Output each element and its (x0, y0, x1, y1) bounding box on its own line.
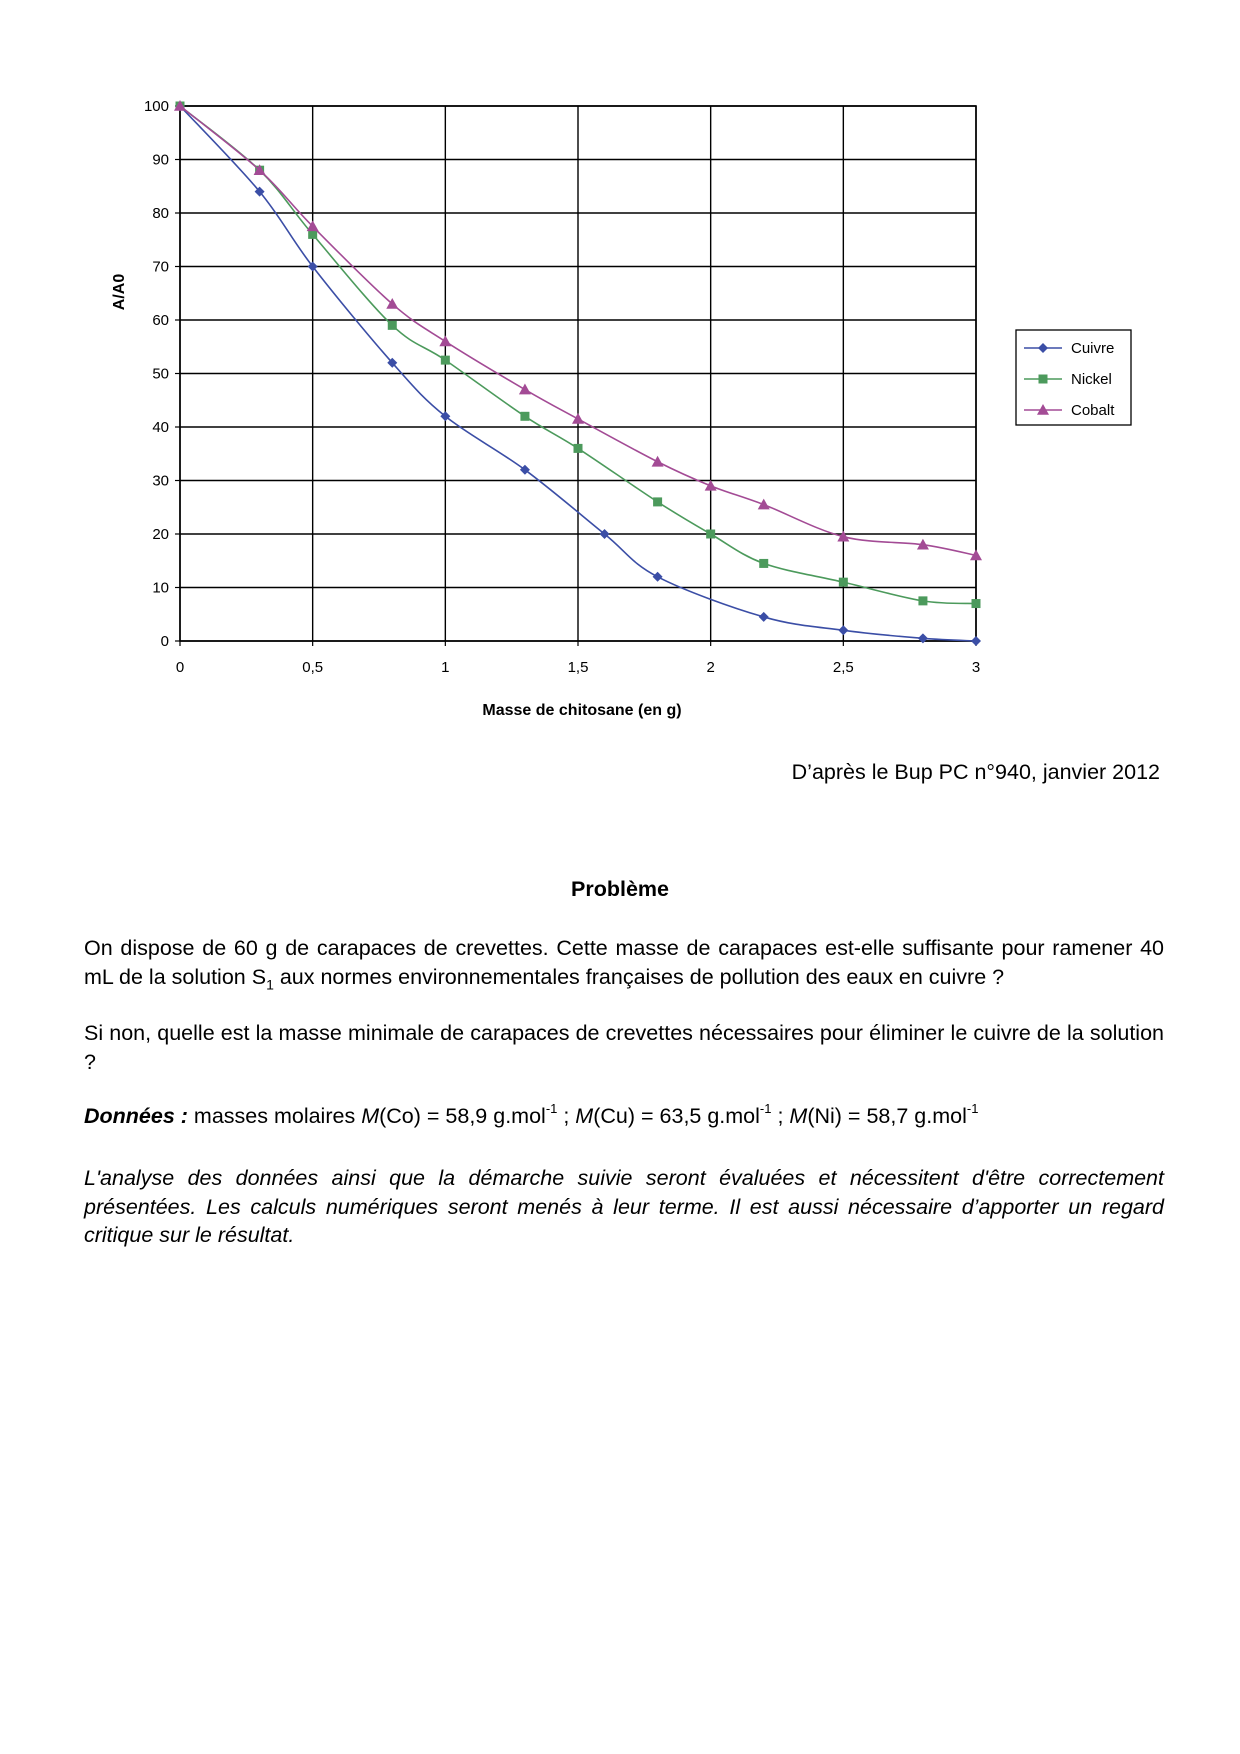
m-symbol-cu: M (575, 1104, 594, 1128)
donnees-line (84, 1102, 1164, 1131)
data-point-nickel (706, 530, 715, 539)
x-tick-label: 2 (706, 659, 715, 676)
chart-grid (180, 106, 976, 641)
y-tick-label: 80 (152, 205, 169, 222)
y-tick-label: 100 (143, 98, 169, 115)
data-point-cobalt (705, 480, 717, 491)
data-point-nickel (972, 599, 981, 608)
problem-paragraph-1 (84, 934, 1164, 991)
data-point-cuivre (759, 612, 769, 622)
data-point-nickel (308, 230, 317, 239)
y-tick-label: 40 (152, 419, 169, 436)
data-point-cobalt (439, 335, 451, 346)
data-point-cuivre (971, 636, 981, 646)
x-tick-label: 3 (971, 659, 981, 676)
data-point-nickel (388, 321, 397, 330)
problem-p1-end: aux normes environnementales françaises de pollution des eaux en cuivre ? (273, 964, 1005, 989)
problem-title: Problème (571, 877, 669, 901)
y-axis-label: A/A0 (111, 273, 128, 311)
data-point-cobalt (519, 384, 531, 395)
legend-label-nickel: Nickel (1071, 371, 1112, 388)
x-tick-label: 0 (175, 659, 185, 676)
data-point-cuivre (838, 625, 848, 635)
m-symbol-co: M (361, 1104, 380, 1128)
data-point-cobalt (572, 413, 584, 424)
y-tick-label: 30 (152, 472, 169, 490)
legend-label-cobalt: Cobalt (1071, 402, 1115, 419)
data-point-nickel (759, 559, 768, 568)
molar-mass-co: (Co) = 58,9 g.mol (379, 1104, 546, 1128)
legend-marker-nickel (1039, 375, 1048, 384)
molar-mass-ni: (Ni) = 58,7 g.mol (807, 1104, 967, 1128)
problem-paragraph-2: Si non, quelle est la masse minimale de carapaces de crevettes nécessaires pour éliminer le cuivre de la solution ? (84, 1021, 1164, 1074)
x-tick-label: 0,5 (302, 659, 324, 676)
y-tick-label: 60 (152, 312, 169, 329)
instructions-paragraph: L'analyse des données ainsi que la démarche suivie seront évaluées et nécessitent d'être correctement présentées. Les calculs numériques seront menés à leur terme. Il est aussi nécessaire d’apporter un regard critique sur le résultat. (84, 1166, 1164, 1247)
sep-2: ; (771, 1104, 790, 1128)
chart-axes (144, 98, 980, 676)
x-tick-label: 1 (441, 659, 450, 676)
exp-ni: -1 (966, 1100, 979, 1116)
chitosan-chart (0, 0, 1240, 740)
x-tick-label: 2,5 (832, 659, 854, 676)
data-point-cobalt (758, 499, 770, 510)
data-point-nickel (918, 596, 927, 605)
m-symbol-ni: M (789, 1104, 808, 1128)
y-tick-label: 10 (152, 579, 169, 597)
y-tick-label: 70 (152, 258, 169, 276)
y-tick-label: 50 (152, 365, 169, 383)
data-point-nickel (441, 356, 450, 365)
source-citation: D’après le Bup PC n°940, janvier 2012 (791, 760, 1160, 784)
donnees-intro: masses molaires (187, 1104, 362, 1128)
exp-co: -1 (545, 1100, 558, 1116)
data-point-cobalt (652, 456, 664, 467)
chart-legend (1016, 330, 1131, 425)
data-point-cuivre (653, 572, 663, 582)
x-tick-label: 1,5 (567, 659, 589, 676)
problem-p1-text: On dispose de 60 g de carapaces de crevettes. Cette masse de carapaces est-elle suffisante pour ramener 40 mL de la solution S (84, 936, 1164, 989)
y-tick-label: 0 (160, 633, 169, 650)
data-point-nickel (574, 444, 583, 453)
solution-subscript: 1 (266, 975, 274, 992)
data-point-cuivre (918, 633, 928, 643)
y-tick-label: 20 (152, 526, 169, 543)
data-point-nickel (520, 412, 529, 421)
x-axis-label: Masse de chitosane (en g) (482, 702, 682, 719)
sep-1: ; (557, 1104, 576, 1128)
data-point-nickel (839, 578, 848, 587)
exp-cu: -1 (759, 1100, 772, 1116)
data-point-nickel (653, 497, 662, 506)
y-tick-label: 90 (152, 151, 169, 169)
molar-mass-cu: (Cu) = 63,5 g.mol (593, 1104, 760, 1128)
donnees-label: Données : (84, 1104, 188, 1128)
legend-label-cuivre: Cuivre (1071, 340, 1115, 357)
